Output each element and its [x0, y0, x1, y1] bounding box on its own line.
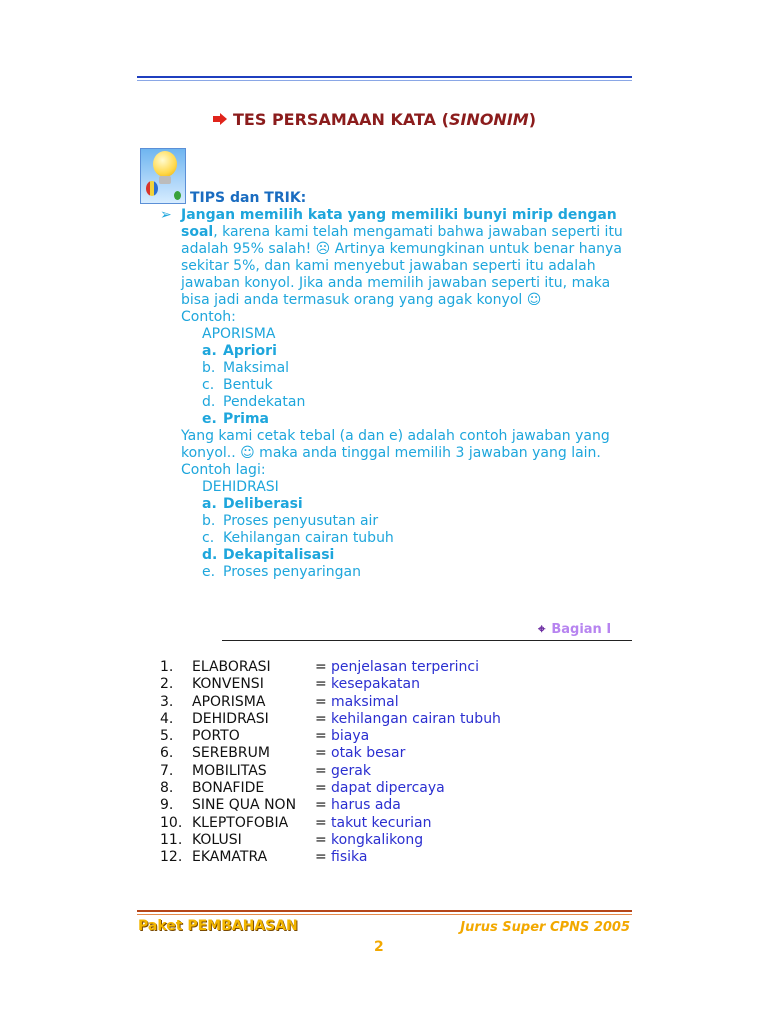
- equals-sign: =: [315, 831, 327, 848]
- vocab-meaning: kongkalikong: [331, 831, 424, 848]
- example2-label: Contoh lagi:: [181, 462, 266, 478]
- example2-options: [181, 496, 630, 581]
- vocab-word: SEREBRUM: [192, 745, 270, 762]
- vocab-word: KLEPTOFOBIA: [192, 814, 289, 831]
- option-letter: b.: [202, 513, 216, 529]
- option-letter: e.: [202, 411, 217, 427]
- vocab-meaning: otak besar: [331, 745, 406, 762]
- tips-bullet-text: , karena kami telah mengamati bahwa jawaban seperti itu adalah 95% salah! ☹ Artinya kemungkinan untuk benar hanya sekitar 5%, dan kami menyebut jawaban seperti itu adalah jawaban konyol. Jika anda memilih jawaban seperti itu, maka bisa jadi anda termasuk orang yang agak konyol ☺: [181, 224, 623, 308]
- vocab-meaning: kehilangan cairan tubuh: [331, 710, 501, 727]
- equals-sign: =: [315, 728, 327, 745]
- vocab-number: 4.: [160, 710, 174, 727]
- vocab-number: 2.: [160, 676, 174, 693]
- red-arrow-icon: [213, 110, 227, 129]
- vocab-word: KONVENSI: [192, 676, 264, 693]
- vocab-row: [160, 780, 501, 797]
- vocab-list: [160, 659, 501, 867]
- vocab-meaning: kesepakatan: [331, 676, 420, 693]
- vocab-number: 6.: [160, 745, 174, 762]
- vocab-number: 7.: [160, 762, 174, 779]
- option-text: Deliberasi: [223, 496, 303, 512]
- tips-section: [160, 190, 630, 581]
- vocab-word: PORTO: [192, 728, 240, 745]
- vocab-meaning: takut kecurian: [331, 814, 432, 831]
- option-letter: c.: [202, 377, 215, 393]
- option-item: [181, 394, 630, 411]
- title-italic: SINONIM: [448, 110, 529, 129]
- tips-heading: TIPS dan TRIK:: [190, 190, 307, 206]
- vocab-number: 10.: [160, 814, 183, 831]
- option-letter: d.: [202, 547, 218, 563]
- vocab-meaning: dapat dipercaya: [331, 780, 445, 797]
- tips-bullet: [160, 207, 630, 581]
- vocab-row: [160, 694, 501, 711]
- vocab-number: 12.: [160, 849, 183, 866]
- vocab-meaning: harus ada: [331, 797, 401, 814]
- footer-right: Jurus Super CPNS 2005: [460, 920, 630, 935]
- arrow-bullet-icon: ➢: [160, 207, 172, 223]
- option-text: Dekapitalisasi: [223, 547, 335, 563]
- example1-label: Contoh:: [181, 309, 236, 325]
- equals-sign: =: [315, 849, 327, 866]
- vocab-meaning: maksimal: [331, 693, 399, 710]
- vocab-meaning: biaya: [331, 728, 370, 745]
- equals-sign: =: [315, 797, 327, 814]
- equals-sign: =: [315, 710, 327, 727]
- header-rule: [137, 76, 632, 81]
- option-letter: b.: [202, 360, 216, 376]
- vocab-row: [160, 797, 501, 814]
- vocab-word: MOBILITAS: [192, 762, 267, 779]
- section-label: [538, 622, 611, 637]
- option-item: [181, 360, 630, 377]
- equals-sign: =: [315, 762, 327, 779]
- vocab-number: 1.: [160, 659, 174, 675]
- vocab-number: 8.: [160, 780, 174, 797]
- equals-sign: =: [315, 814, 327, 831]
- vocab-word: SINE QUA NON: [192, 797, 297, 814]
- section-rule: [222, 640, 632, 641]
- option-item: [181, 343, 630, 360]
- option-item: [181, 547, 630, 564]
- equals-sign: =: [315, 693, 327, 710]
- tips-bullet-bold: Jangan memilih kata yang memiliki bunyi mirip dengan soal: [181, 207, 617, 240]
- option-text: Proses penyusutan air: [223, 513, 379, 529]
- option-text: Pendekatan: [223, 394, 306, 410]
- vocab-meaning: gerak: [331, 762, 371, 779]
- vocab-row: [160, 849, 501, 866]
- section-label-text: Bagian I: [551, 622, 612, 637]
- vocab-word: BONAFIDE: [192, 780, 265, 797]
- vocab-word: APORISMA: [192, 693, 266, 710]
- option-item: [181, 411, 630, 428]
- vocab-row: [160, 659, 501, 676]
- vocab-word: KOLUSI: [192, 831, 242, 848]
- equals-sign: =: [315, 659, 327, 675]
- example2-word: DEHIDRASI: [202, 479, 279, 495]
- option-text: Prima: [223, 411, 269, 427]
- title-suffix: ): [528, 110, 536, 129]
- vocab-meaning: fisika: [331, 849, 368, 866]
- equals-sign: =: [315, 745, 327, 762]
- example1-options: [181, 343, 630, 428]
- equals-sign: =: [315, 676, 327, 693]
- option-text: Bentuk: [223, 377, 273, 393]
- vocab-meaning: penjelasan terperinci: [331, 659, 480, 675]
- title-prefix: TES PERSAMAAN KATA (: [233, 110, 449, 129]
- option-letter: c.: [202, 530, 215, 546]
- footer-rule: [137, 910, 632, 915]
- crosshair-icon: ⌖: [538, 622, 546, 637]
- explanation: Yang kami cetak tebal (a dan e) adalah contoh jawaban yang konyol.. ☺ maka anda tinggal memilih 3 jawaban yang lain.: [181, 428, 610, 461]
- vocab-row: [160, 763, 501, 780]
- page-number: 2: [374, 939, 384, 955]
- option-text: Maksimal: [223, 360, 290, 376]
- vocab-number: 3.: [160, 693, 174, 710]
- vocab-row: [160, 711, 501, 728]
- option-text: Kehilangan cairan tubuh: [223, 530, 394, 546]
- vocab-row: [160, 676, 501, 693]
- option-item: [181, 513, 630, 530]
- vocab-number: 5.: [160, 728, 174, 745]
- equals-sign: =: [315, 780, 327, 797]
- option-item: [181, 377, 630, 394]
- option-letter: a.: [202, 343, 217, 359]
- vocab-word: EKAMATRA: [192, 849, 268, 866]
- footer-left: Paket PEMBAHASAN: [138, 918, 298, 934]
- option-text: Proses penyaringan: [223, 564, 361, 580]
- vocab-row: [160, 745, 501, 762]
- option-text: Apriori: [223, 343, 277, 359]
- vocab-word: DEHIDRASI: [192, 710, 269, 727]
- vocab-row: [160, 815, 501, 832]
- option-item: [181, 496, 630, 513]
- option-letter: e.: [202, 564, 216, 580]
- vocab-number: 11.: [160, 831, 183, 848]
- page-title: [213, 110, 536, 129]
- vocab-word: ELABORASI: [192, 659, 271, 675]
- vocab-row: [160, 832, 501, 849]
- option-letter: d.: [202, 394, 216, 410]
- option-letter: a.: [202, 496, 217, 512]
- example1-word: APORISMA: [202, 326, 276, 342]
- option-item: [181, 564, 630, 581]
- vocab-number: 9.: [160, 797, 174, 814]
- vocab-row: [160, 728, 501, 745]
- option-item: [181, 530, 630, 547]
